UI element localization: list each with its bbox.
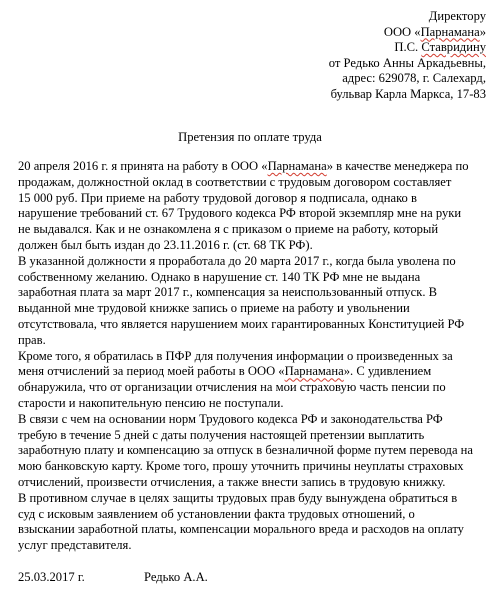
- body-line-text: В связи с чем на основании норм Трудового кодекса РФ и законодательства РФ: [18, 411, 443, 426]
- addressee-name: [329, 40, 486, 56]
- body-line-text: прав.: [18, 332, 46, 347]
- body-line: [18, 491, 490, 507]
- addressee-initials: П.С.: [394, 40, 422, 54]
- document-body: [18, 159, 490, 554]
- body-line: [18, 333, 490, 349]
- body-line-text: взыскании заработной платы, компенсации морального вреда и расходов на оплату: [18, 522, 464, 537]
- body-line: [18, 475, 490, 491]
- company-suffix: »: [479, 24, 486, 39]
- company-name-inline: Парнамана: [284, 364, 344, 379]
- addressee-block: [329, 9, 486, 102]
- body-line: [18, 459, 490, 475]
- body-line-text: нарушение требований ст. 67 Трудового кодекса РФ второй экземпляр мне на руки: [18, 206, 462, 221]
- body-line-text: В противном случае в целях защиты трудовых прав буду вынуждена обратиться в: [18, 490, 458, 505]
- company-name: Парнамана: [420, 24, 480, 39]
- body-line: [18, 238, 490, 254]
- body-line: [18, 538, 490, 554]
- body-line-text: В указанной должности я проработала до 20 марта 2017 г., когда была уволена по: [18, 253, 456, 268]
- body-line: [18, 522, 490, 538]
- body-line: [18, 412, 490, 428]
- body-line-text: требую в течение 5 дней с даты получения настоящей претензии выплатить: [18, 427, 425, 442]
- body-line: [18, 222, 490, 238]
- body-line-text: услуг представителя.: [18, 538, 132, 553]
- body-line: [18, 380, 490, 396]
- body-line: [18, 270, 490, 286]
- signature-name: Редько А.А.: [144, 570, 208, 584]
- body-line-text: суд с исковым заявлением об установлении факта трудовых отношений, о: [18, 506, 415, 521]
- body-line: [18, 285, 490, 301]
- document-date: 25.03.2017 г.: [18, 570, 85, 584]
- body-line-text: не выдавался. Как и не ознакомлена я с приказом о приеме на работу, который: [18, 222, 439, 237]
- body-line-text: мою банковскую карту. Кроме того, прошу уточнить причины неуплаты страховых: [18, 459, 464, 474]
- body-line: [18, 175, 490, 191]
- body-line: [18, 396, 490, 412]
- sender-address-line2: бульвар Карла Маркса, 17-83: [330, 86, 486, 101]
- body-line-text: должен был быть издан до 23.11.2016 г. (ст. 68 ТК РФ).: [18, 237, 313, 252]
- body-line-text: отсутствовала, что является нарушением моих гарантированных Конституцией РФ: [18, 316, 465, 331]
- body-line-text: собственному желанию. Однако в нарушение ст. 140 ТК РФ мне не выдана: [18, 269, 421, 284]
- body-line: [18, 159, 490, 175]
- body-line: [18, 191, 490, 207]
- body-line: [18, 428, 490, 444]
- body-line-text: выданной мне трудовой книжке запись о приеме на работу и увольнении: [18, 301, 410, 316]
- body-line: [18, 301, 490, 317]
- body-line-text: меня отчислений за период моей работы в ООО «: [18, 364, 285, 379]
- body-line-text: продажам, должностной оклад в соответствии с трудовым договором составляет: [18, 174, 452, 189]
- body-line: [18, 254, 490, 270]
- addressee-company: [329, 25, 486, 41]
- body-line: [18, 349, 490, 365]
- body-line-text: 20 апреля 2016 г. я принята на работу в ООО «: [18, 159, 268, 173]
- body-line-text-tail: » в качестве менеджера по: [326, 159, 469, 173]
- addressee-position: Директору: [428, 9, 486, 23]
- body-line: [18, 507, 490, 523]
- body-line-text-tail: ». С удивлением: [343, 364, 432, 379]
- body-line-text: заработная плата за март 2017 г., компенсация за неиспользованный отпуск. В: [18, 285, 438, 300]
- body-line-text: Кроме того, я обратилась в ПФР для получения информации о произведенных за: [18, 348, 453, 363]
- body-line: [18, 317, 490, 333]
- body-line-text: старости и накопительную пенсию не поступали.: [18, 395, 284, 410]
- body-line-text: обнаружила, что от организации отчисления на мои страховую часть пенсии по: [18, 380, 446, 395]
- body-line: [18, 443, 490, 459]
- sender-address-line1: адрес: 629078, г. Салехард,: [342, 71, 486, 85]
- sender-name: от Редько Анны Аркадьевны,: [328, 55, 486, 70]
- body-line: [18, 206, 490, 222]
- body-line-text: 15 000 руб. При приеме на работу трудовой договор я подписала, однако в: [18, 190, 417, 205]
- body-line-text: отчислений, произвести отчисления, а также внести запись в трудовую книжку.: [18, 474, 446, 489]
- body-line-text: заработную плату и компенсацию за отпуск в безналичной форме путем перевода на: [18, 443, 474, 458]
- document-title: Претензия по оплате труда: [178, 130, 322, 144]
- addressee-surname: Ставридину: [421, 40, 486, 54]
- company-name-inline: Парнамана: [267, 159, 327, 173]
- company-prefix: ООО «: [383, 24, 421, 39]
- body-line: [18, 364, 490, 380]
